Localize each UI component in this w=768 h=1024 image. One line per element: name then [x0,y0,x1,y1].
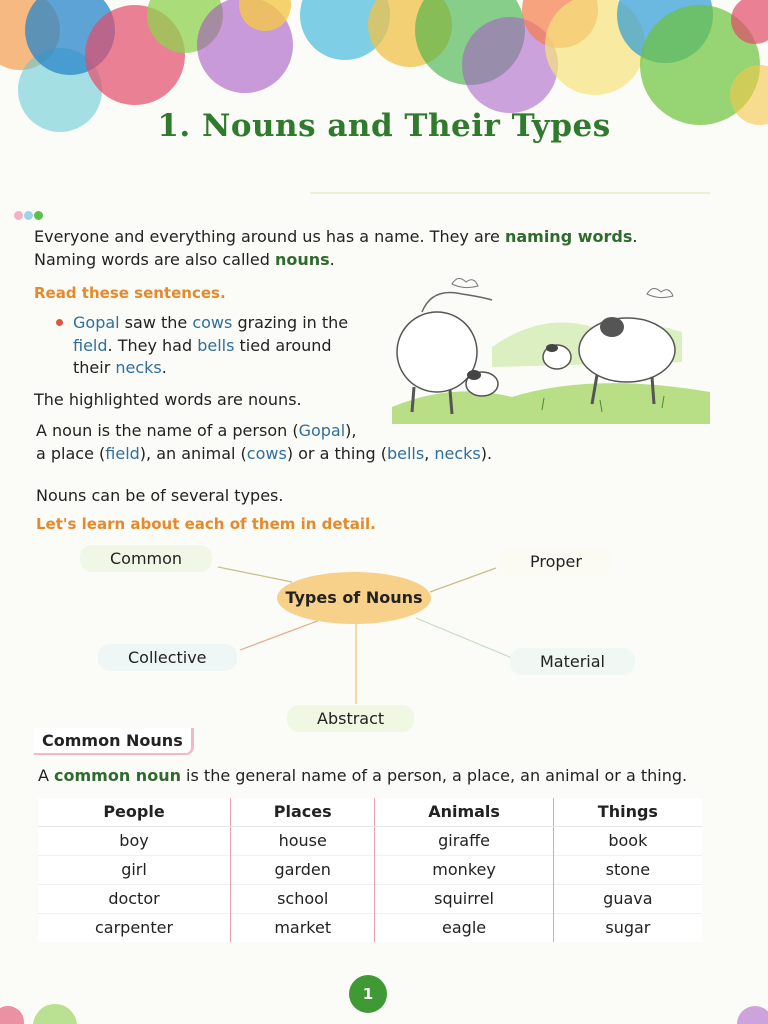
example-text: their [73,358,116,377]
lets-learn-heading: Let's learn about each of them in detail. [36,515,376,533]
table-cell: book [553,827,702,856]
noun-necks: necks [115,358,162,377]
noun-field: field [105,444,140,463]
read-sentences-heading: Read these sentences. [34,284,226,302]
type-proper: Proper [500,548,612,575]
type-common: Common [80,545,212,572]
table-cell: house [231,827,375,856]
table-row [38,914,702,943]
column-header-people: People [38,798,231,827]
highlighted-note: The highlighted words are nouns. [34,390,302,409]
intro-line-1 [34,226,637,248]
table-cell: carpenter [38,914,231,943]
noun-bells: bells [197,336,235,355]
table-cell: girl [38,856,231,885]
table-cell: doctor [38,885,231,914]
table-cell: monkey [375,856,553,885]
table-row [38,827,702,856]
table-row [38,856,702,885]
example-line-3 [73,357,167,379]
intro-punct: . [329,250,335,269]
common-noun-highlight: common noun [54,766,181,785]
example-text: . [161,358,167,377]
noun-cows: cows [246,444,287,463]
definition-text: is the general name of a person, a place, an animal or a thing. [180,766,688,785]
bullet-icon [56,319,63,326]
definition-text: ), an animal ( [139,444,247,463]
table-row [38,885,702,914]
noun-field: field [73,336,108,355]
noun-bells: bells [386,444,425,463]
definition-text: a place ( [36,444,106,463]
table-cell: boy [38,827,231,856]
noun-cows: cows [192,313,233,332]
definition-text: A noun is the name of a person ( [36,421,299,440]
type-abstract: Abstract [287,705,414,732]
types-of-nouns-hub: Types of Nouns [277,572,431,624]
cows-grazing-illustration [392,272,710,424]
page-number-badge: 1 [349,975,387,1013]
intro-text: Everyone and everything around us has a name. They are [34,227,505,246]
naming-words-highlight: naming words [504,227,633,246]
title-divider [310,192,710,194]
intro-line-2 [34,249,335,271]
table-cell: sugar [553,914,702,943]
column-header-places: Places [231,798,375,827]
example-text: saw the [119,313,193,332]
noun-necks: necks [434,444,481,463]
intro-text: Naming words are also called [34,250,275,269]
column-header-animals: Animals [375,798,553,827]
example-text: . They had [107,336,198,355]
column-header-things: Things [553,798,702,827]
table-cell: squirrel [375,885,553,914]
nouns-highlight: nouns [274,250,330,269]
common-nouns-table [38,798,702,942]
table-cell: eagle [375,914,553,943]
noun-gopal: Gopal [298,421,346,440]
bullet-dots-decoration [14,205,44,224]
chapter-title: 1. Nouns and Their Types [157,108,611,144]
table-cell: giraffe [375,827,553,856]
example-text: grazing in the [232,313,349,332]
example-line-1 [73,312,348,334]
types-intro: Nouns can be of several types. [36,486,284,505]
definition-text: ) or a thing ( [286,444,387,463]
type-material: Material [510,648,635,675]
table-cell: market [231,914,375,943]
table-header-row [38,798,702,827]
table-cell: guava [553,885,702,914]
definition-text: ). [480,444,493,463]
definition-text: ), [345,421,357,440]
noun-gopal: Gopal [73,313,120,332]
example-line-2 [73,335,332,357]
definition-line-1 [36,420,357,442]
example-text: tied around [234,336,332,355]
definition-text: A [38,766,55,785]
common-noun-definition [38,765,687,787]
common-nouns-heading: Common Nouns [34,728,194,755]
table-cell: stone [553,856,702,885]
intro-punct: . [632,227,638,246]
definition-text: , [424,444,435,463]
definition-line-2 [36,443,492,465]
table-cell: garden [231,856,375,885]
bottom-bubbles-decoration [0,984,768,1024]
table-cell: school [231,885,375,914]
type-collective: Collective [98,644,237,671]
